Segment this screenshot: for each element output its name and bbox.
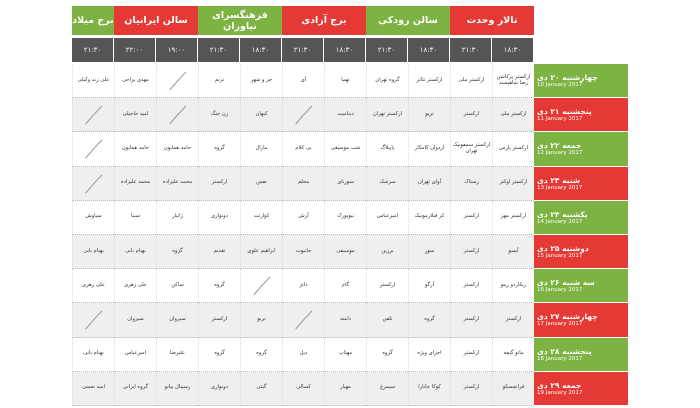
time-slot: ۲۱:۳۰ [198,38,239,62]
event-cell: ارکستر تئاتر [408,64,450,98]
event-cell [240,269,282,303]
event-cell: تریو [240,303,282,337]
event-cell: سیاوش [72,201,114,235]
event-cell: بهنام بانی [72,235,114,269]
event-cell: زن جنگ [198,98,240,132]
day-persian: سه شنبه ۲۶ دی [537,278,595,288]
event-cell: نیویورک [324,201,366,235]
day-label [534,201,628,235]
event-cell: پاپیلاگ [366,132,408,166]
event-cell: گروه [240,338,282,372]
venue-header: فرهنگسرای نیاوران [198,6,282,35]
venue-header: تالار وحدت [450,6,534,35]
event-cell: گروه [156,235,198,269]
event-cell: امیرعباس [114,338,156,372]
event-cell: گیتی [240,372,282,406]
event-cell: دونوازی [198,372,240,406]
event-cell: ارکستر پارس [492,132,534,166]
event-cell: ارکستر اوکتر [492,167,534,201]
no-event-slash-icon [74,133,113,164]
event-cell: آرگو [408,269,450,303]
no-event-slash-icon [74,304,113,335]
day-gregorian: 10 January 2017 [537,82,583,89]
event-cell: ارکستر سمفونیک تهران [450,132,492,166]
event-cell: رسیتال پیانو [156,372,198,406]
day-persian: پنجشنبه ۲۸ دی [537,346,592,356]
day-gregorian: 18 January 2017 [537,355,583,362]
event-cell: کوارتت [240,201,282,235]
day-gregorian: 13 January 2017 [537,184,583,191]
event-cell: دانژ [282,269,324,303]
event-cell [282,98,324,132]
event-cell: حامد همایون [156,132,198,166]
no-event-slash-icon [74,168,113,199]
day-gregorian: 16 January 2017 [537,287,583,294]
day-label [534,132,628,166]
day-gregorian: 17 January 2017 [537,321,583,328]
event-cell: ارکستر [450,201,492,235]
no-event-slash-icon [158,99,197,130]
event-cell: اجرای ویژه [408,338,450,372]
event-cell: ارکستر [198,303,240,337]
event-cell: بی کلام [282,132,324,166]
day-label [534,64,628,98]
no-event-slash-icon [284,304,323,335]
time-slot: ۲۲:۰۰ [114,38,155,62]
day-label [534,372,628,406]
event-cell: ارکستر [492,303,534,337]
venue-header: سالن رودکی [366,6,450,35]
event-cell: کوکا جانارا [408,372,450,406]
event-cell: دونوازی [198,201,240,235]
event-cell: گروه [198,132,240,166]
event-cell: ابراهیم علوی [240,235,282,269]
day-label [534,235,628,269]
event-cell: ارکستر [450,338,492,372]
event-cell: ارکستر مهر [492,201,534,235]
event-cell: کسالی [282,372,324,406]
event-cell: تلفن [366,303,408,337]
event-cell: ارکستر ملی [492,98,534,132]
day-label [534,338,628,372]
day-gregorian: 15 January 2017 [537,253,583,260]
event-cell: گروه تهران [366,64,408,98]
event-cell: محلم [282,167,324,201]
event-cell: ساکن [156,269,198,303]
event-cell: گروه [198,269,240,303]
day-persian: جمعه ۲۲ دی [537,141,582,151]
day-label [534,167,628,201]
day-persian: چهارشنبه ۲۷ دی [537,312,598,322]
event-cell: گروه [198,338,240,372]
event-cell: گروه [408,303,450,337]
event-cell: مهیار [324,372,366,406]
event-cell: سرشک [366,167,408,201]
event-cell: محمد علیزاده [114,167,156,201]
event-cell: دیل [282,338,324,372]
event-cell: شب موسیقی [324,132,366,166]
venue-header: سالن ایرانیان [114,6,198,35]
time-slot: ۲۱:۳۰ [72,38,113,62]
event-cell: سینا [114,201,156,235]
event-cell: کر فیلارمونیک [408,201,450,235]
event-cell: گام [324,269,366,303]
event-cell: بهنام بانی [114,235,156,269]
day-persian: یکشنبه ۲۴ دی [537,209,588,219]
day-label [534,98,628,132]
event-cell: علی زهری [72,269,114,303]
event-cell: تقدیم [198,235,240,269]
venue-header: برج میلاد [72,6,114,35]
day-persian: شنبه ۲۳ دی [537,175,581,185]
event-cell: دامنه [324,303,366,337]
event-cell: علی زند وکیلی [72,64,114,98]
event-cell: آرش [282,201,324,235]
day-persian: چهارشنبه ۲۰ دی [537,73,598,83]
day-persian: پنجشنبه ۲۱ دی [537,107,592,117]
event-cell: آیسو [492,235,534,269]
event-cell [72,303,114,337]
event-cell [72,132,114,166]
event-cell: ارکستر [198,167,240,201]
event-cell: علیرضا [156,338,198,372]
event-cell: گروه ایرانی [114,372,156,406]
day-gregorian: 14 January 2017 [537,218,583,225]
event-cell: ارکستر پرکاشن رضا شاهپسند [492,64,534,98]
event-cell: ترنم [198,64,240,98]
day-persian: دوشنبه ۲۵ دی [537,244,589,254]
event-cell: کیهان [240,98,282,132]
event-cell: ارکستر [450,269,492,303]
event-cell: سیروان [156,303,198,337]
day-gregorian: 19 January 2017 [537,389,583,396]
day-gregorian: 12 January 2017 [537,150,583,157]
event-cell: مهتاب [324,338,366,372]
time-slot: ۱۸:۳۰ [324,38,365,62]
event-cell: مارال [240,132,282,166]
event-cell: ژانیار [156,201,198,235]
time-slot: ۱۸:۳۰ [240,38,281,62]
day-label [534,269,628,303]
event-cell: امید حاجیلی [114,98,156,132]
event-cell: مهدی یراحی [114,64,156,98]
day-gregorian: 11 January 2017 [537,116,583,123]
event-cell: رستاک [450,167,492,201]
event-cell [156,98,198,132]
event-cell: علی زهری [114,269,156,303]
event-cell [282,303,324,337]
event-cell: ریکاردو ریبو [492,269,534,303]
no-event-slash-icon [158,65,197,96]
time-slot: ۱۹:۰۰ [156,38,197,62]
event-cell: ارکستر [450,235,492,269]
event-cell: تهما [324,64,366,98]
event-cell: جز و شهر [240,64,282,98]
event-cell: اردوان کامکار [408,132,450,166]
event-cell: سور [408,235,450,269]
no-event-slash-icon [74,99,113,130]
event-cell [72,167,114,201]
event-cell: حانیوت [282,235,324,269]
event-cell: دینامیت [324,98,366,132]
event-cell: امیرعباس [366,201,408,235]
event-cell: گروه [366,338,408,372]
event-cell: موسیقی [324,235,366,269]
event-cell: ماتو گیچه [492,338,534,372]
time-slot: ۲۱:۳۰ [366,38,407,62]
event-cell: ارکستر [450,98,492,132]
venue-header: برج آزادی [282,6,366,35]
event-cell: ارکستر [450,372,492,406]
event-cell: ارکستر [450,303,492,337]
event-cell: ارکستر [366,269,408,303]
event-cell: برزین [366,235,408,269]
time-slot: ۱۸:۳۰ [408,38,449,62]
event-cell: سیمرغ [366,372,408,406]
event-cell: حامد همایون [114,132,156,166]
time-slot: ۲۱:۳۰ [450,38,491,62]
event-cell [72,98,114,132]
event-cell: ارکستر ملی [450,64,492,98]
event-cell: تریو [408,98,450,132]
event-cell: آوای تهران [408,167,450,201]
event-cell [156,64,198,98]
event-cell: سیروان [114,303,156,337]
no-event-slash-icon [284,99,323,130]
event-cell: ارکستر تهران [366,98,408,132]
time-slot: ۱۸:۳۰ [492,38,533,62]
time-slot: ۲۱:۳۰ [282,38,323,62]
day-persian: جمعه ۲۹ دی [537,380,582,390]
no-event-slash-icon [242,270,281,301]
event-cell: نفس [240,167,282,201]
event-cell: آی [282,64,324,98]
event-cell: فرانچسکو [492,372,534,406]
event-cell: بهنام بانی [72,338,114,372]
event-cell: محمد علیزاده [156,167,198,201]
event-cell: سورنای [324,167,366,201]
event-cell: امید نعمتی [72,372,114,406]
day-label [534,303,628,337]
